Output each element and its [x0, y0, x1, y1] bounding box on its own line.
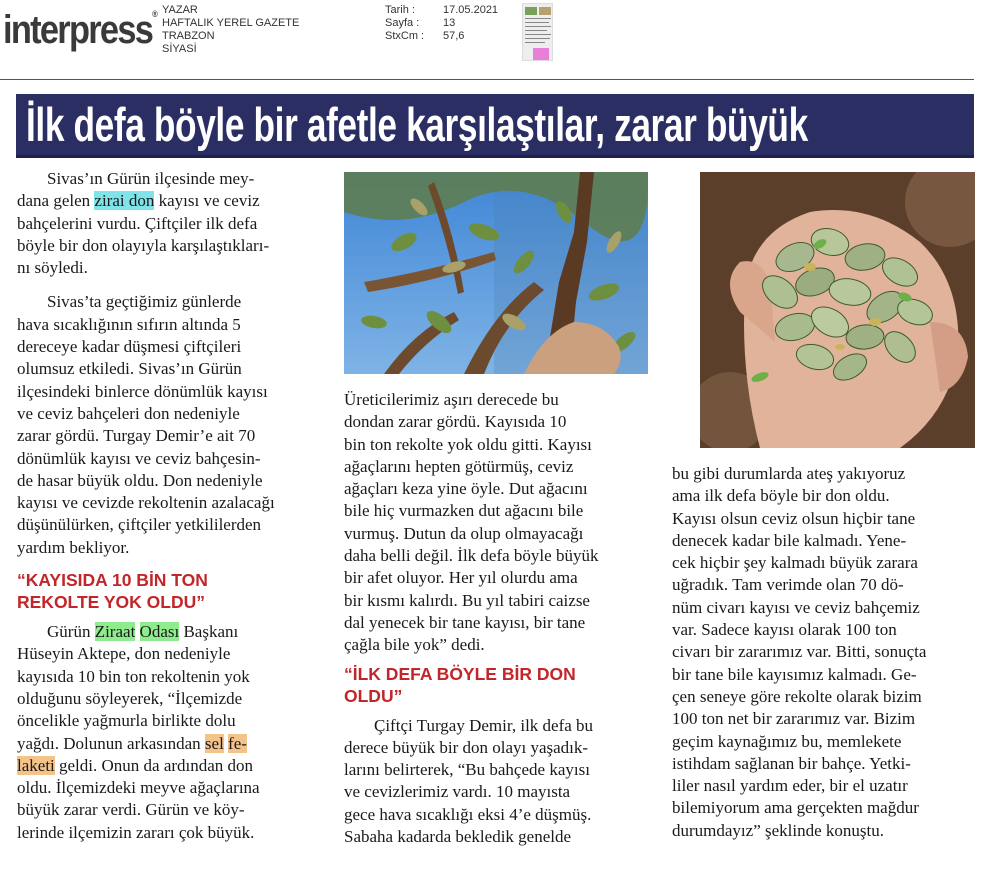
meta-page-value: 13 — [443, 17, 456, 29]
text-line: daha belli değil. İlk defa böyle büyük — [344, 546, 599, 566]
text-line: nüm civarı kayısı ve ceviz bahçemiz — [672, 597, 920, 617]
text-line: vurmuş. Dutun da olup olmayacağı — [344, 523, 584, 543]
highlight-keyword: sel — [204, 733, 224, 753]
interpress-logo: interpress® — [3, 8, 158, 52]
photo-hand-with-damaged-apricots — [700, 172, 975, 448]
text-line: geçim kaynağımız bu, memlekete — [672, 731, 902, 751]
text-line: Kayısı olsun ceviz olsun hiçbir tane — [672, 508, 916, 528]
text-line: öncelikle yağmurla birlikte dolu — [17, 711, 236, 731]
text-line: dana gelen zirai don kayısı ve ceviz — [17, 191, 260, 211]
headline-banner — [16, 94, 974, 158]
text-line: olumsuz etkiledi. Sivas’ın Gürün — [17, 359, 242, 379]
meta-city: TRABZON — [162, 30, 215, 42]
text-line: olduğunu söyleyerek, “İlçemizde — [17, 688, 243, 708]
text-line: laketi geldi. Onun da ardından don — [17, 755, 254, 775]
text-line: bir tane bile kayısımız kalmadı. Ge- — [672, 664, 917, 684]
highlight-keyword: fe- — [228, 733, 247, 753]
article-column-1 — [17, 168, 327, 844]
text-line: bir afet oluyor. Her yıl olurdu ama — [344, 568, 578, 588]
text-line: Gürün Ziraat Odası Başkanı — [47, 622, 239, 642]
text-line: bahçelerini vurdu. Çiftçiler ilk defa — [17, 213, 258, 233]
text-line: bin ton rekolte yok oldu gitti. Kayısı — [344, 434, 592, 454]
text-line: ama ilk defa böyle bir don oldu. — [672, 486, 890, 506]
text-line: bilemiyorum ama gerçekten mağdur — [672, 798, 919, 818]
text-line: gece hava sıcaklığı eksi 4’e düşmüş. — [344, 804, 592, 824]
text-line: uğradık. Tam verimde olan 70 dö- — [672, 575, 904, 595]
text-line: Sivas’ın Gürün ilçesinde mey- — [47, 169, 255, 188]
text-line: ağaçlarını hepten götürmüş, ceviz — [344, 456, 574, 476]
text-line: ağaçları keza yine öyle. Dut ağacını — [344, 479, 588, 499]
text-line: durumdayız” şeklinde konuştu. — [672, 820, 884, 840]
highlight-keyword: laketi — [17, 755, 55, 775]
text-line: Üreticilerimiz aşırı derecede bu — [344, 390, 559, 409]
text-line: 100 ton net bir zararımız var. Bizim — [672, 709, 916, 729]
text-line: dal yenecek bir tane kayısı, bir tane — [344, 612, 586, 632]
text-line: dondan zarar gördü. Kayısıda 10 — [344, 412, 567, 432]
meta-values — [443, 4, 498, 43]
text-line: Sivas’ta geçtiğimiz günlerde — [47, 292, 242, 312]
text-line: larını belirterek, “Bu bahçede kayısı — [344, 760, 590, 780]
text-line: lerinde ilçemizin zararı çok büyük. — [17, 822, 255, 842]
meta-publication: HAFTALIK YEREL GAZETE — [162, 17, 300, 29]
text-line: Sabaha kadarda bekledik genelde — [344, 827, 572, 847]
meta-page-label: Sayfa : — [385, 17, 420, 29]
text-line: var. Sadece kayısı olarak 100 ton — [672, 620, 897, 640]
text-line: bir kısmı kalırdı. Bu yıl tabiri caizse — [344, 590, 590, 610]
text-line: dönümlük kayısı ve ceviz bahçesin- — [17, 448, 261, 468]
text-line: büyük zarar verdi. Gürün ve köy- — [17, 800, 245, 820]
text-line: dereceye kadar düşmesi çiftçileri — [17, 337, 242, 357]
text-line: düşünülürken, çiftçiler yetkililerden — [17, 515, 262, 535]
text-line: bu gibi durumlarda ateş yakıyoruz — [672, 464, 906, 483]
meta-stxcm-value: 57,6 — [443, 30, 465, 42]
text-line: denecek kadar bile kalmadı. Yene- — [672, 530, 907, 550]
highlight-keyword: zirai don — [94, 191, 155, 211]
article-column-2 — [344, 389, 656, 848]
text-line: kayısı ve cevizde rekoltenin azalacağı — [17, 493, 275, 513]
text-line: kayısıda 10 bin ton rekoltenin yok — [17, 666, 250, 686]
text-line: derece büyük bir don olayı yaşadık- — [344, 737, 589, 757]
text-line: böyle bir don olayıyla karşılaştıkları- — [17, 235, 270, 255]
text-line: de hasar büyük oldu. Don nedeniyle — [17, 470, 263, 490]
text-line: yağdı. Dolunun arkasından sel fe- — [17, 733, 247, 753]
text-line: bile hiç vurmazken dut ağacını bile — [344, 501, 584, 521]
text-line: oldu. İlçemizdeki meyve ağaçlarına — [17, 778, 260, 798]
subheading: REKOLTE YOK OLDU” — [17, 592, 205, 613]
text-line: çen seneye göre rekolte olarak bizim — [672, 686, 922, 706]
meta-category: SİYASİ — [162, 43, 197, 55]
text-line: ve ceviz bahçeleri don nedeniyle — [17, 403, 240, 423]
text-line: cek hiçbir şey kalmadı büyük zarara — [672, 553, 918, 573]
text-line: ilçesindeki binlerce dönümlük kayısı — [17, 381, 268, 401]
header-divider — [0, 79, 974, 80]
meta-author: YAZAR — [162, 4, 198, 16]
subheading: “İLK DEFA BÖYLE BİR DON — [344, 663, 576, 684]
text-line: istihdam sağlanan bir bahçe. Yetki- — [672, 753, 911, 773]
article-column-3 — [672, 463, 977, 842]
text-line: ve cevizlerimiz vardı. 10 mayısta — [344, 782, 571, 802]
highlight-keyword: Odası — [139, 622, 180, 642]
text-line: yardım bekliyor. — [17, 537, 130, 557]
meta-left — [162, 4, 299, 56]
text-line: çağla bile yok” dedi. — [344, 635, 485, 655]
meta-date-label: Tarih : — [385, 4, 415, 16]
text-line: zarar gördü. Turgay Demir’e ait 70 — [17, 426, 256, 446]
page-thumbnail — [522, 3, 553, 61]
photo-frost-damaged-branch — [344, 172, 648, 374]
subheading: OLDU” — [344, 685, 403, 706]
headline: İlk defa böyle bir afetle karşılaştılar, zarar büyük — [26, 98, 808, 151]
text-line: Çiftçi Turgay Demir, ilk defa bu — [374, 715, 594, 735]
text-line: hava sıcaklığının sıfırın altında 5 — [17, 314, 241, 334]
meta-stxcm-label: StxCm : — [385, 30, 425, 42]
subheading: “KAYISIDA 10 BİN TON — [17, 570, 208, 591]
text-line: Hüseyin Aktepe, don nedeniyle — [17, 644, 231, 664]
text-line: civarı bir zararımız var. Bitti, sonuçta — [672, 642, 927, 662]
meta-labels — [385, 4, 424, 43]
highlight-keyword: Ziraat — [94, 622, 136, 642]
text-line: liler nasıl yardım eder, bir el uzatır — [672, 776, 908, 796]
text-line: nı söyledi. — [17, 258, 88, 278]
meta-date-value: 17.05.2021 — [443, 4, 499, 16]
